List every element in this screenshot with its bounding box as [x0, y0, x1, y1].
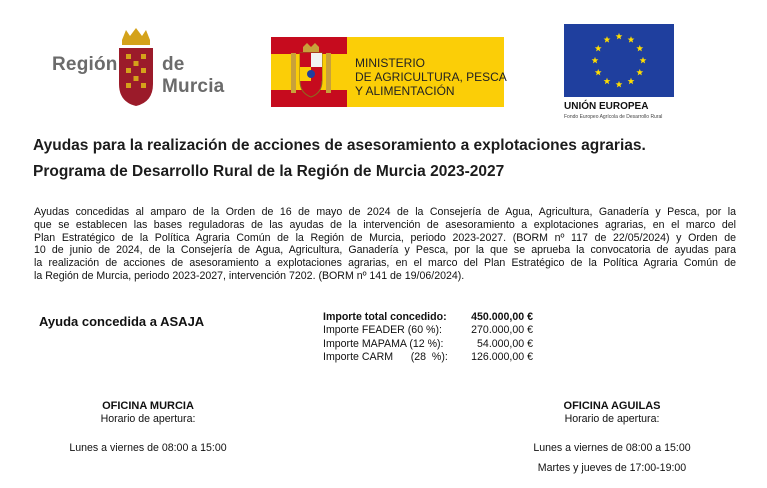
eu-star-icon [628, 36, 635, 43]
eu-stars-icon [564, 24, 674, 97]
office-murcia [48, 400, 248, 455]
union-europea-logo [562, 24, 676, 122]
description-paragraph [34, 206, 736, 283]
amount-value: 126.000,00 € [471, 351, 533, 364]
paragraph-line: la realización de acciones de asesoramiento a explotaciones agrarias, en el marco del Plan Estratégico de la Política Agraria Común de [34, 257, 736, 270]
eu-flag-icon [564, 24, 674, 97]
amount-value: 270.000,00 € [471, 324, 533, 337]
page-title: Ayudas para la realización de acciones de asesoramiento a explotaciones agrarias. [33, 137, 646, 154]
amount-label: Importe total concedido: [323, 311, 447, 323]
murcia-shield-icon [116, 26, 156, 108]
office-hours-extra: Martes y jueves de 17:00-19:00 [537, 462, 687, 474]
eu-star-icon [636, 45, 643, 52]
office-hours: Lunes a viernes de 08:00 a 15:00 [533, 442, 691, 454]
page-subtitle: Programa de Desarrollo Rural de la Región de Murcia 2023-2027 [33, 163, 505, 180]
amount-label: Importe FEADER (60 %): [323, 324, 442, 337]
amount-row-total [323, 311, 533, 324]
eu-star-icon [595, 45, 602, 52]
amount-row-feader [323, 324, 533, 337]
paragraph-line: que se establecen las bases reguladoras de las ayudas de la intervención de asesoramiento a explotaciones agrarias, en el marco del [34, 218, 736, 231]
amount-row-carm [323, 351, 533, 364]
amounts-table [323, 311, 533, 365]
eu-star-icon [592, 57, 599, 64]
paragraph-line: la Región de Murcia, periodo 2023-2027, intervención 7202. (BORM nº 141 de 19/06/2024). [34, 269, 465, 282]
ministerio-line: Y ALIMENTACIÓN [355, 84, 455, 98]
office-hours: Lunes a viernes de 08:00 a 15:00 [69, 442, 227, 454]
logo-murcia-text-left: Región [52, 54, 118, 75]
paragraph-line: Ayudas concedidas al amparo de la Orden de 16 de mayo de 2024 de la Consejería de Agua, Agricultura, Ganadería y Pesca, por la [34, 206, 736, 218]
amount-value: 54.000,00 € [477, 337, 533, 350]
office-aguilas [512, 400, 712, 475]
logo-murcia-text-right: de Murcia [162, 54, 225, 97]
paragraph-line: Plan Estratégico de la Política Agraria Común de la Región de Murcia, periodo 2023-2027. (BORM nº 117 de 22/05/2024) y Orden de [34, 231, 736, 244]
office-hours-label: Horario de apertura: [100, 413, 196, 425]
amount-row-mapama [323, 338, 533, 351]
office-name: OFICINA MURCIA [102, 400, 194, 412]
office-hours-label: Horario de apertura: [564, 413, 660, 425]
aid-recipient-label: Ayuda concedida a ASAJA [39, 314, 205, 329]
eu-star-icon [595, 69, 602, 76]
ministerio-logo [271, 37, 507, 107]
eu-star-icon [616, 81, 623, 88]
eu-star-icon [636, 69, 643, 76]
eu-label: UNIÓN EUROPEA [564, 101, 649, 112]
spain-coat-of-arms-icon [289, 43, 333, 101]
ministerio-line: DE AGRICULTURA, PESCA [355, 70, 507, 84]
amount-label: Importe CARM (28 %): [323, 351, 448, 364]
region-murcia-logo [52, 26, 248, 108]
eu-star-icon [628, 78, 635, 85]
ministerio-line: MINISTERIO [355, 56, 426, 70]
eu-star-icon [604, 78, 611, 85]
eu-star-icon [640, 57, 647, 64]
eu-fund-label: Fondo Europeo Agrícola de Desarrollo Rural [564, 114, 663, 120]
eu-star-icon [616, 33, 623, 40]
office-name: OFICINA AGUILAS [563, 400, 661, 412]
ministerio-text [355, 56, 507, 98]
amount-label: Importe MAPAMA (12 %): [323, 337, 444, 350]
eu-star-icon [604, 36, 611, 43]
amount-value: 450.000,00 € [471, 311, 533, 323]
paragraph-line: 10 de junio de 2024, de la Consejería de Agua, Agricultura, Ganadería y Pesca, por la que se aprueba la convocatoria de ayudas para [34, 244, 736, 257]
